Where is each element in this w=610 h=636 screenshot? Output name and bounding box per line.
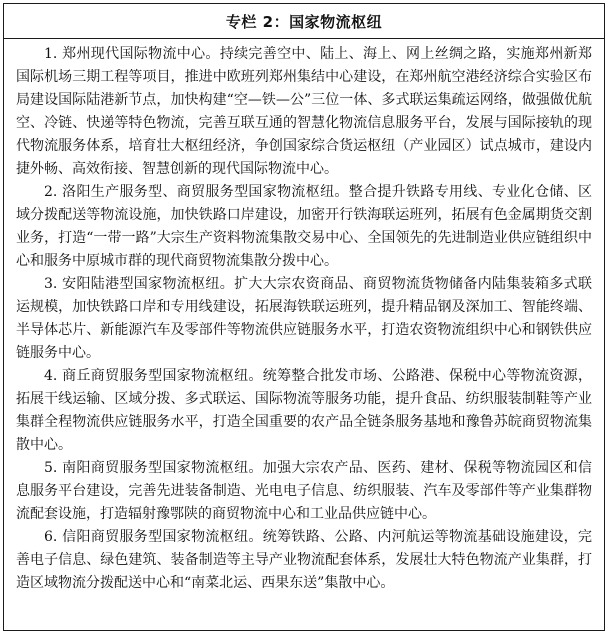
paragraph-nanyang: [16, 457, 592, 526]
column-body: [4, 39, 604, 595]
paragraph-zhengzhou: [16, 43, 592, 181]
column-header: [4, 4, 604, 39]
paragraph-text: 整合提升铁路专用线、专业化仓储、区域分拨配送等物流设施，加快铁路口岸建设，加密开行铁海联运班列，拓展有色金属期货交割业务，打造“一带一路”大宗生产资料物流集散交易中心、全国领先的先进制造业供应链组织中心和服务中原城市群的现代商贸物流集散分拨中心。: [16, 184, 593, 269]
paragraph-luoyang: [16, 181, 592, 273]
paragraph-lead: 3. 安阳陆港型国家物流枢纽。: [44, 276, 235, 292]
paragraph-text: 持续完善空中、陆上、海上、网上丝绸之路，实施郑州新郑国际机场三期工程等项目，推进中欧班列郑州集结中心建设，在郑州航空港经济综合实验区布局建设国际陆港新节点，加快构建“空—铁—公”三位一体、多式联运集疏运网络，做强做优航空、冷链、快递等特色物流，完善互联互通的智慧化物流信息服务平台，发展与国际接轨的现代物流服务体系，培育壮大枢纽经济，争创国家综合货运枢纽（产业园区）试点城市，建设内捷外畅、高效衔接、智慧创新的现代国际物流中心。: [16, 46, 592, 177]
paragraph-lead: 5. 南阳商贸服务型国家物流枢纽。: [44, 460, 263, 476]
paragraph-lead: 2. 洛阳生产服务型、商贸服务型国家物流枢纽。: [44, 184, 349, 200]
paragraph-text: 统筹铁路、公路、内河航运等物流基础设施建设，完善电子信息、绿色建筑、装备制造等主导产业物流配套体系，发展壮大特色物流产业集群，打造区域物流分拨配送中心和“南菜北运、西果东送”集散中心。: [16, 529, 592, 591]
paragraph-anyang: [16, 273, 592, 365]
paragraph-lead: 6. 信阳商贸服务型国家物流枢纽。: [44, 529, 263, 545]
paragraph-shangqiu: [16, 365, 592, 457]
paragraph-text: 统筹整合批发市场、公路港、保税中心等物流资源，拓展干线运输、区域分拨、多式联运、国际物流等服务功能，提升食品、纺织服装制鞋等产业集群全程物流供应链服务水平，打造全国重要的农产品全链条服务基地和豫鲁苏皖商贸物流集散中心。: [16, 368, 592, 453]
paragraph-text: 扩大大宗农资商品、商贸物流货物储备内陆集装箱多式联运规模，加快铁路口岸和专用线建设，拓展海铁联运班列，提升精品钢及深加工、智能终端、半导体芯片、新能源汽车及零部件等物流供应链服务水平，打造农资物流组织中心和钢铁供应链服务中心。: [16, 276, 592, 361]
paragraph-lead: 1. 郑州现代国际物流中心。: [44, 46, 220, 62]
column-box: [3, 3, 605, 631]
paragraph-text: 加强大宗农产品、医药、建材、保税等物流园区和信息服务平台建设，完善先进装备制造、光电电子信息、纺织服装、汽车及零部件等产业集群物流配套设施，打造辐射豫鄂陕的商贸物流中心和工业品供应链中心。: [16, 460, 592, 522]
paragraph-xinyang: [16, 526, 592, 595]
paragraph-lead: 4. 商丘商贸服务型国家物流枢纽。: [44, 368, 263, 384]
column-title: 专栏 2：国家物流枢纽: [225, 12, 383, 31]
